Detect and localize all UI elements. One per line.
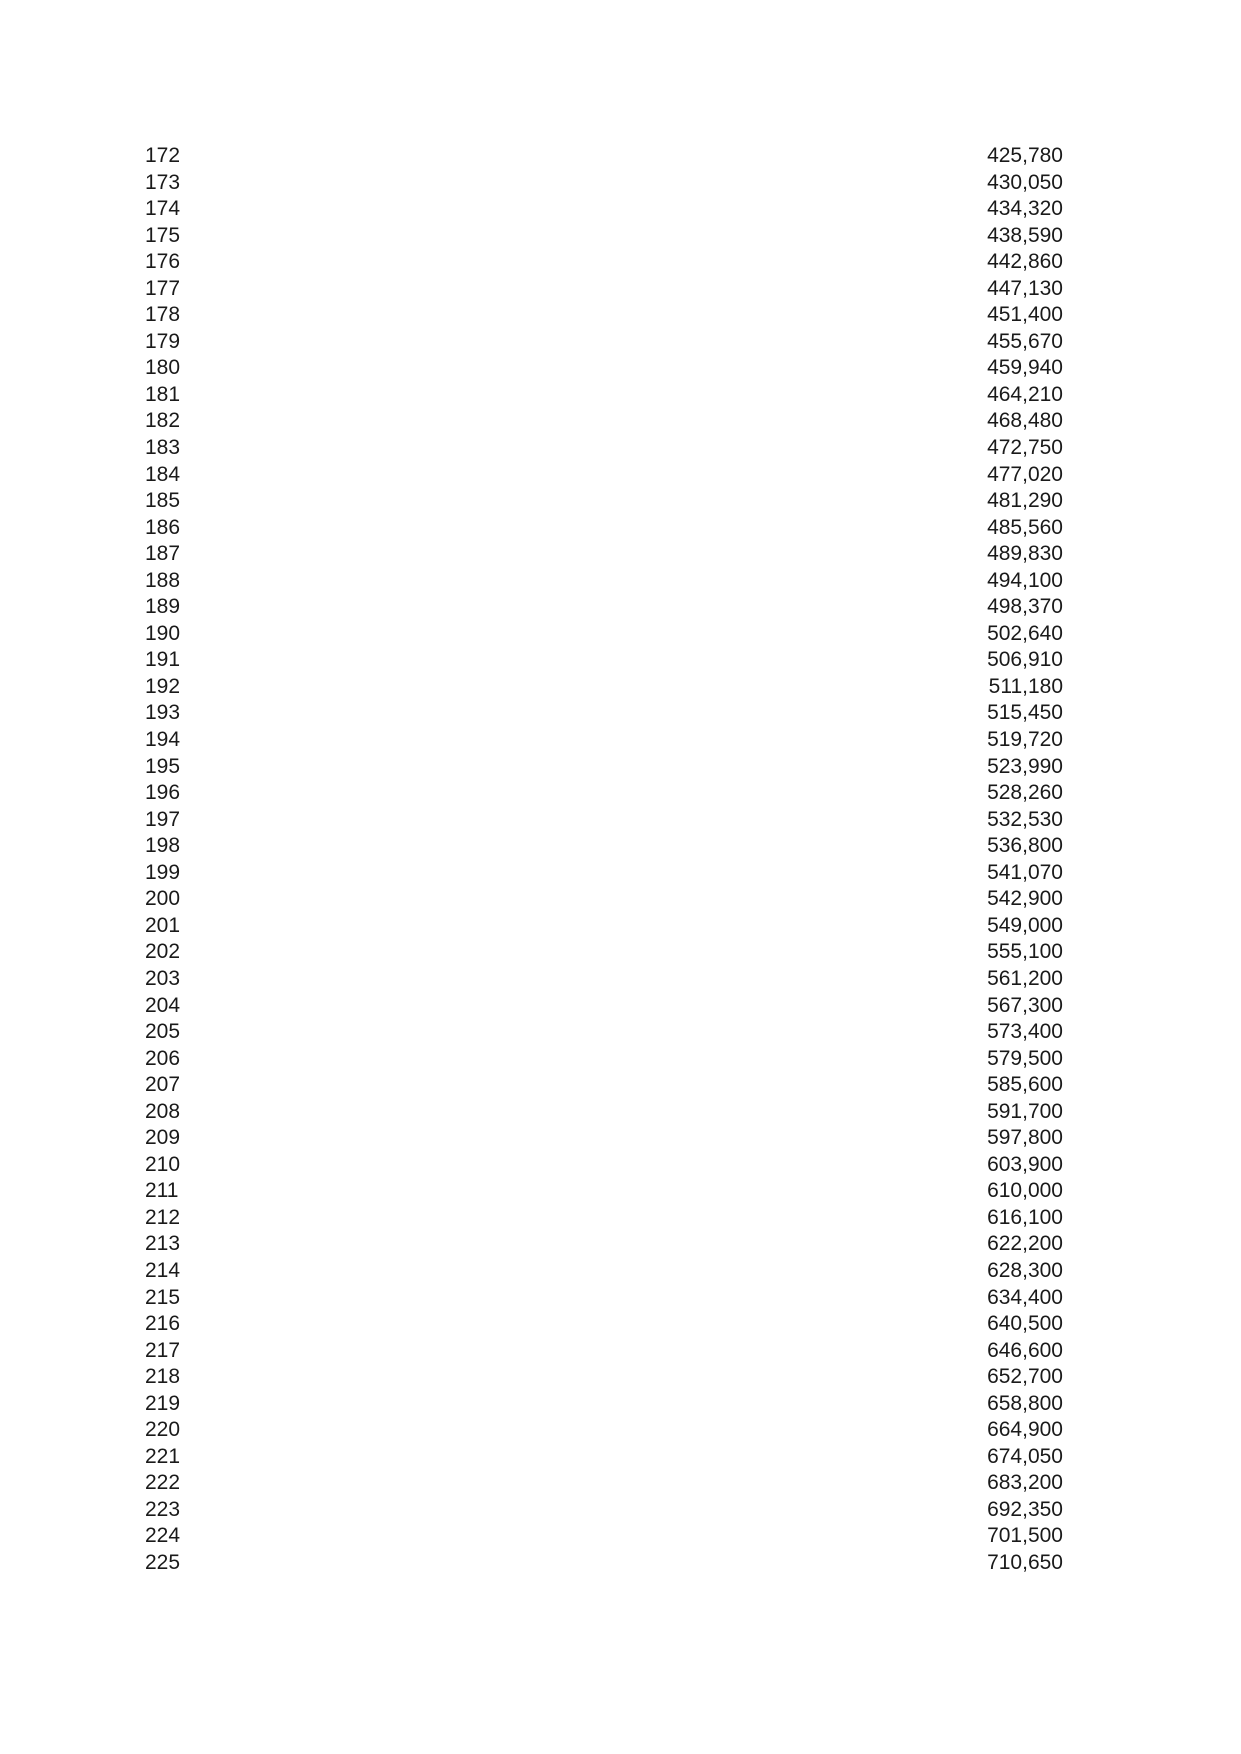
- row-value: 683,200: [987, 1471, 1063, 1495]
- row-value: 485,560: [987, 515, 1063, 539]
- row-value: 523,990: [987, 754, 1063, 778]
- row-index: 183: [145, 436, 181, 460]
- row-index: 177: [145, 276, 181, 300]
- row-value: 567,300: [987, 993, 1063, 1017]
- row-index: 193: [145, 701, 181, 725]
- row-value: 434,320: [987, 197, 1063, 221]
- row-index: 199: [145, 860, 181, 884]
- table-row: [145, 223, 1063, 250]
- row-index: 210: [145, 1152, 181, 1176]
- row-value: 519,720: [987, 728, 1063, 752]
- table-row: [145, 1444, 1063, 1471]
- row-index: 181: [145, 382, 181, 406]
- table-row: [145, 993, 1063, 1020]
- row-index: 225: [145, 1550, 181, 1574]
- table-row: [145, 860, 1063, 887]
- row-value: 628,300: [987, 1258, 1063, 1282]
- row-index: 195: [145, 754, 181, 778]
- row-value: 616,100: [987, 1205, 1063, 1229]
- table-row: [145, 1338, 1063, 1365]
- table-row: [145, 807, 1063, 834]
- row-index: 217: [145, 1338, 181, 1362]
- table-row: [145, 1046, 1063, 1073]
- row-index: 188: [145, 568, 181, 592]
- row-value: 506,910: [987, 648, 1063, 672]
- row-value: 472,750: [987, 436, 1063, 460]
- table-row: [145, 170, 1063, 197]
- table-row: [145, 1391, 1063, 1418]
- table-row: [145, 276, 1063, 303]
- table-row: [145, 1364, 1063, 1391]
- table-row: [145, 1470, 1063, 1497]
- row-value: 502,640: [987, 621, 1063, 645]
- row-index: 219: [145, 1391, 181, 1415]
- row-index: 197: [145, 807, 181, 831]
- row-value: 515,450: [987, 701, 1063, 725]
- row-value: 425,780: [987, 144, 1063, 167]
- table-row: [145, 1550, 1063, 1577]
- table-row: [145, 488, 1063, 515]
- row-value: 674,050: [987, 1444, 1063, 1468]
- table-row: [145, 833, 1063, 860]
- table-row: [145, 913, 1063, 940]
- row-value: 701,500: [987, 1524, 1063, 1548]
- row-value: 481,290: [987, 489, 1063, 513]
- row-value: 692,350: [987, 1497, 1063, 1521]
- row-value: 561,200: [987, 966, 1063, 990]
- table-row: [145, 1311, 1063, 1338]
- table-row: [145, 1523, 1063, 1550]
- table-row: [145, 939, 1063, 966]
- row-index: 218: [145, 1365, 181, 1389]
- table-row: [145, 541, 1063, 568]
- row-index: 182: [145, 409, 181, 433]
- row-value: 573,400: [987, 1020, 1063, 1044]
- row-index: 220: [145, 1418, 181, 1442]
- row-index: 175: [145, 223, 181, 247]
- table-row: [145, 674, 1063, 701]
- row-index: 208: [145, 1099, 181, 1123]
- row-value: 455,670: [987, 329, 1063, 353]
- row-value: 634,400: [987, 1285, 1063, 1309]
- row-index: 200: [145, 887, 181, 911]
- table-row: [145, 647, 1063, 674]
- table-row: [145, 1178, 1063, 1205]
- row-index: 203: [145, 966, 181, 990]
- row-index: 196: [145, 781, 181, 805]
- row-value: 477,020: [987, 462, 1063, 486]
- row-value: 511,180: [988, 674, 1063, 698]
- row-index: 212: [145, 1205, 181, 1229]
- table-row: [145, 594, 1063, 621]
- row-index: 172: [145, 144, 181, 167]
- row-index: 190: [145, 621, 181, 645]
- row-index: 221: [145, 1444, 181, 1468]
- row-value: 459,940: [987, 356, 1063, 380]
- row-value: 555,100: [987, 940, 1063, 964]
- table-row: [145, 462, 1063, 489]
- table-row: [145, 196, 1063, 223]
- row-index: 209: [145, 1126, 181, 1150]
- table-row: [145, 700, 1063, 727]
- row-value: 541,070: [987, 860, 1063, 884]
- row-index: 176: [145, 250, 181, 274]
- row-value: 652,700: [987, 1365, 1063, 1389]
- row-value: 549,000: [987, 913, 1063, 937]
- row-index: 215: [145, 1285, 181, 1309]
- row-value: 447,130: [987, 276, 1063, 300]
- row-value: 430,050: [987, 170, 1063, 194]
- table-row: [145, 568, 1063, 595]
- table-row: [145, 1497, 1063, 1524]
- row-index: 185: [145, 489, 181, 513]
- row-value: 442,860: [987, 250, 1063, 274]
- row-index: 198: [145, 834, 181, 858]
- row-index: 213: [145, 1232, 181, 1256]
- row-value: 622,200: [987, 1232, 1063, 1256]
- table-row: [145, 754, 1063, 781]
- row-index: 204: [145, 993, 181, 1017]
- row-value: 710,650: [987, 1550, 1063, 1574]
- row-index: 184: [145, 462, 181, 486]
- table-row: [145, 355, 1063, 382]
- table-row: [145, 329, 1063, 356]
- row-value: 658,800: [987, 1391, 1063, 1415]
- row-index: 206: [145, 1046, 181, 1070]
- table-row: [145, 727, 1063, 754]
- row-index: 192: [145, 674, 181, 698]
- row-value: 640,500: [987, 1312, 1063, 1336]
- table-row: [145, 621, 1063, 648]
- row-index: 207: [145, 1073, 181, 1097]
- table-row: [145, 1125, 1063, 1152]
- row-value: 536,800: [987, 834, 1063, 858]
- row-index: 179: [145, 329, 181, 353]
- row-index: 194: [145, 728, 181, 752]
- row-value: 438,590: [987, 223, 1063, 247]
- row-value: 664,900: [987, 1418, 1063, 1442]
- row-value: 597,800: [987, 1126, 1063, 1150]
- number-table: [145, 143, 1063, 1577]
- table-row: [145, 1205, 1063, 1232]
- row-value: 532,530: [987, 807, 1063, 831]
- row-value: 610,000: [987, 1179, 1063, 1203]
- row-index: 216: [145, 1312, 181, 1336]
- row-value: 528,260: [987, 781, 1063, 805]
- table-row: [145, 1258, 1063, 1285]
- row-value: 494,100: [987, 568, 1063, 592]
- row-index: 205: [145, 1020, 181, 1044]
- row-index: 180: [145, 356, 181, 380]
- row-index: 201: [145, 913, 181, 937]
- table-row: [145, 1099, 1063, 1126]
- table-row: [145, 143, 1063, 170]
- row-index: 174: [145, 197, 181, 221]
- row-value: 451,400: [987, 303, 1063, 327]
- row-value: 489,830: [987, 542, 1063, 566]
- row-value: 585,600: [987, 1073, 1063, 1097]
- row-index: 173: [145, 170, 181, 194]
- row-value: 468,480: [987, 409, 1063, 433]
- row-value: 646,600: [987, 1338, 1063, 1362]
- table-row: [145, 966, 1063, 993]
- row-index: 222: [145, 1471, 181, 1495]
- table-row: [145, 1072, 1063, 1099]
- row-index: 191: [145, 648, 181, 672]
- table-row: [145, 408, 1063, 435]
- row-index: 211: [145, 1179, 179, 1203]
- table-row: [145, 1152, 1063, 1179]
- table-row: [145, 435, 1063, 462]
- table-row: [145, 302, 1063, 329]
- row-index: 187: [145, 542, 181, 566]
- row-index: 202: [145, 940, 181, 964]
- row-index: 214: [145, 1258, 181, 1282]
- row-value: 591,700: [987, 1099, 1063, 1123]
- row-value: 542,900: [987, 887, 1063, 911]
- row-index: 189: [145, 595, 181, 619]
- table-row: [145, 249, 1063, 276]
- row-value: 603,900: [987, 1152, 1063, 1176]
- table-row: [145, 1417, 1063, 1444]
- table-row: [145, 780, 1063, 807]
- table-row: [145, 1231, 1063, 1258]
- table-row: [145, 382, 1063, 409]
- row-index: 224: [145, 1524, 181, 1548]
- row-value: 498,370: [987, 595, 1063, 619]
- row-index: 186: [145, 515, 181, 539]
- row-value: 464,210: [987, 382, 1063, 406]
- table-row: [145, 1285, 1063, 1312]
- table-row: [145, 515, 1063, 542]
- row-index: 223: [145, 1497, 181, 1521]
- row-index: 178: [145, 303, 181, 327]
- row-value: 579,500: [987, 1046, 1063, 1070]
- table-row: [145, 886, 1063, 913]
- table-row: [145, 1019, 1063, 1046]
